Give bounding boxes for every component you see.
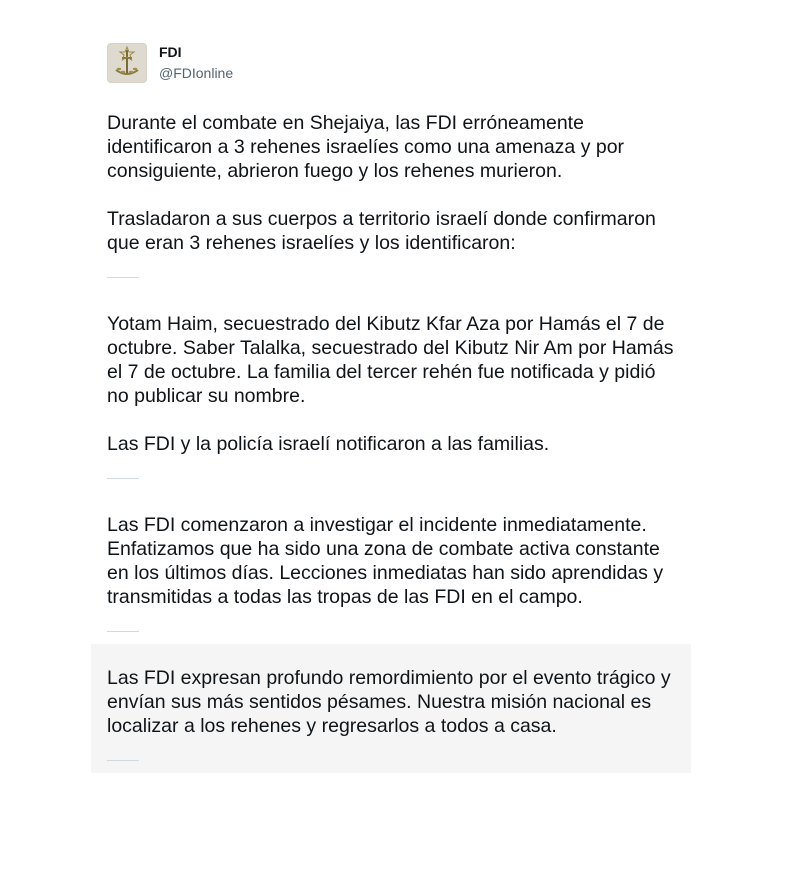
post-divider: [107, 760, 139, 761]
post-text: [107, 312, 675, 456]
avatar[interactable]: [107, 43, 147, 83]
post-text: [107, 111, 675, 255]
author-names: [159, 43, 233, 82]
thread-post-4[interactable]: [91, 644, 691, 773]
thread: [91, 27, 691, 773]
author-handle[interactable]: @FDIonline: [159, 65, 234, 81]
post-paragraph: Durante el combate en Shejaiya, las FDI erróneamente identificaron a 3 rehenes israelíes como una amenaza y por consiguiente, abrieron fuego y los rehenes murieron.: [107, 112, 625, 182]
post-paragraph: Las FDI expresan profundo remordimiento por el evento trágico y envían sus más sentidos pésames. Nuestra misión nacional es localizar a los rehenes y regresarlos a todos a casa.: [107, 667, 671, 737]
post-text: [107, 666, 675, 738]
thread-post-3[interactable]: [91, 491, 691, 644]
post-divider: [107, 478, 139, 479]
post-divider: [107, 631, 139, 632]
post-paragraph: Las FDI comenzaron a investigar el incidente inmediatamente. Enfatizamos que ha sido una zona de combate activa constante en los últimos días. Lecciones inmediatas han sido aprendidas y transmitidas a todas las tropas de las FDI en el campo.: [107, 514, 664, 608]
thread-post-2[interactable]: [91, 290, 691, 491]
post-paragraph: Yotam Haim, secuestrado del Kibutz Kfar Aza por Hamás el 7 de octubre. Saber Talalka, secuestrado del Kibutz Nir Am por Hamás el 7 de octubre. La familia del tercer rehén fue notificada y pidió no publicar su nombre.: [107, 313, 674, 407]
post-text: [107, 513, 675, 609]
post-paragraph: Las FDI y la policía israelí notificaron a las familias.: [107, 433, 550, 455]
post-header: [91, 27, 691, 87]
idf-emblem-icon: [108, 44, 146, 82]
author-display-name[interactable]: FDI: [159, 44, 182, 60]
post-paragraph: Trasladaron a sus cuerpos a territorio israelí donde confirmaron que eran 3 rehenes israelíes y los identificaron:: [107, 208, 656, 254]
post-divider: [107, 277, 139, 278]
thread-post-1[interactable]: [91, 87, 691, 290]
